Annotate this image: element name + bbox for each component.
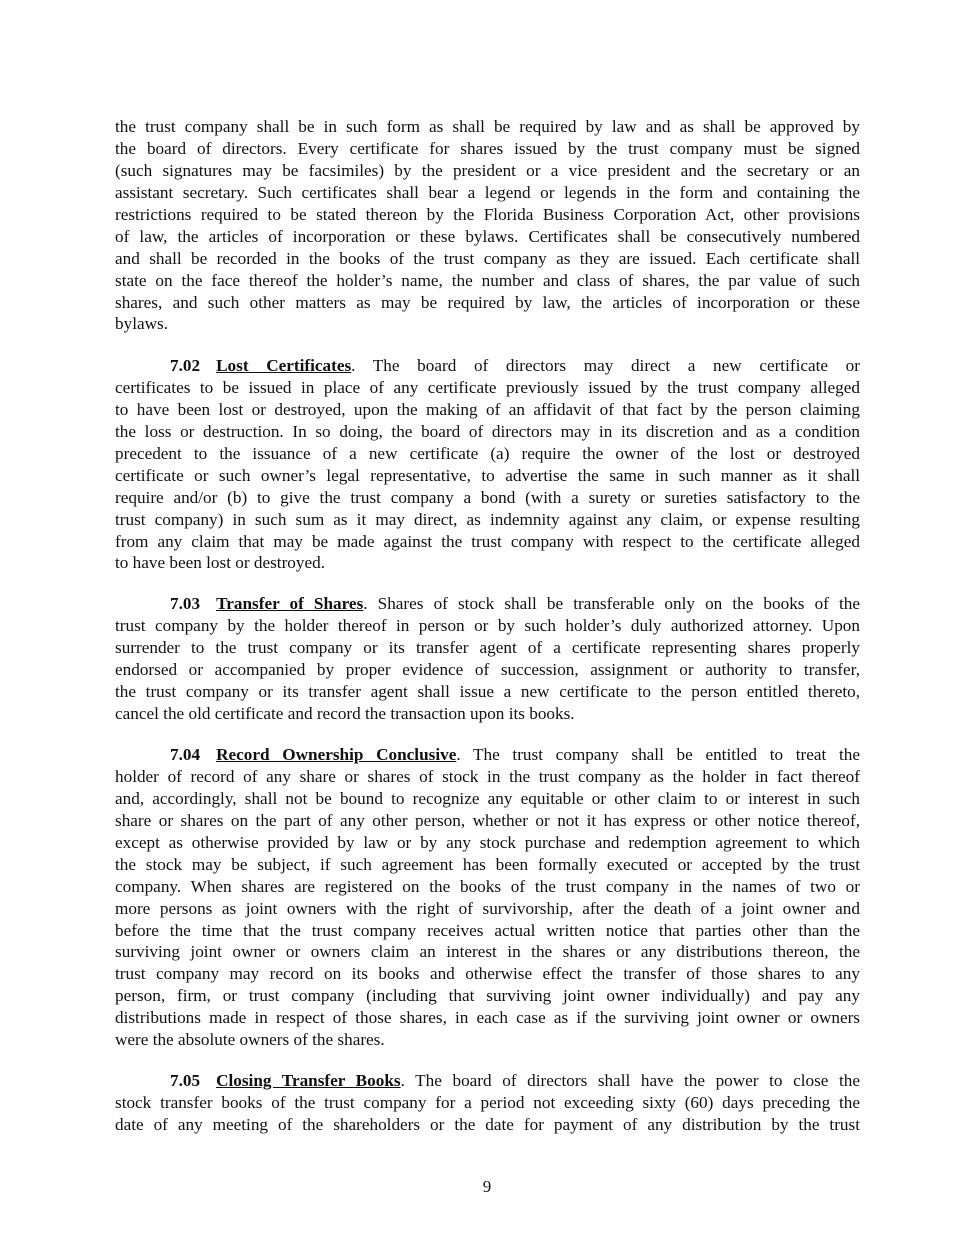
- text-line: trust company) in such sum as it may direct, as indemnity against any claim, or expense resulting: [115, 509, 860, 529]
- text-line: date of any meeting of the shareholders or the date for payment of any distribution by the trust: [115, 1114, 860, 1134]
- text-line: certificate or such owner’s legal representative, to advertise the same in such manner as it shall: [115, 465, 860, 485]
- section-heading: Lost Certificates: [216, 356, 352, 375]
- section-number: 7.05: [170, 1071, 201, 1090]
- section-7-03: [115, 593, 860, 725]
- text-line: distributions made in respect of those shares, in each case as if the surviving joint owner or owners: [115, 1008, 860, 1028]
- text-line: assistant secretary. Such certificates shall bear a legend or legends in the form and containing the: [115, 182, 860, 202]
- text-line: the stock may be subject, if such agreement has been formally executed or accepted by the trust: [115, 854, 860, 874]
- text-line: 7.03 Transfer of Shares. Shares of stock shall be transferable only on the books of the: [170, 594, 860, 613]
- text-line: more persons as joint owners with the right of survivorship, after the death of a joint owner and: [115, 898, 860, 918]
- text-line: the loss or destruction. In so doing, the board of directors may in its discretion and as a condition: [115, 421, 860, 441]
- text-line: 7.02 Lost Certificates. The board of directors may direct a new certificate or: [170, 356, 860, 375]
- section-number: 7.03: [170, 594, 201, 613]
- text-line: before the time that the trust company receives actual written notice that parties other than the: [115, 920, 860, 940]
- text-line: cancel the old certificate and record the transaction upon its books.: [115, 703, 575, 723]
- section-number: 7.04: [170, 745, 201, 764]
- text-line: and shall be recorded in the books of the trust company as they are issued. Each certificate shall: [115, 248, 860, 268]
- text-line: 7.05 Closing Transfer Books. The board of directors shall have the power to close the: [170, 1071, 860, 1090]
- text-line: to have been lost or destroyed.: [115, 553, 326, 573]
- text-line: endorsed or accompanied by proper evidence of succession, assignment or authority to transfer,: [115, 659, 860, 679]
- text-line: except as otherwise provided by law or by any stock purchase and redemption agreement to which: [115, 832, 860, 852]
- text-line: precedent to the issuance of a new certificate (a) require the owner of the lost or destroyed: [115, 443, 860, 463]
- page-number: 9: [482, 1177, 492, 1196]
- section-7-05: [115, 1070, 860, 1136]
- text-line: (such signatures may be facsimiles) by the president or a vice president and the secretary or an: [115, 160, 860, 180]
- text-line: surrender to the trust company or its transfer agent of a certificate representing shares properly: [115, 637, 860, 657]
- text-line: the trust company or its transfer agent shall issue a new certificate to the person entitled thereto,: [115, 681, 860, 701]
- text-line: holder of record of any share or shares of stock in the trust company as the holder in fact thereof: [115, 766, 860, 786]
- text-line: certificates to be issued in place of any certificate previously issued by the trust company alleged: [115, 377, 860, 397]
- text-line: company. When shares are registered on the books of the trust company in the names of two or: [115, 876, 860, 896]
- text-line: restrictions required to be stated thereon by the Florida Business Corporation Act, other provisions: [115, 204, 860, 224]
- text-line: the trust company shall be in such form as shall be required by law and as shall be approved by: [115, 117, 860, 136]
- section-7-04: [115, 744, 860, 1051]
- text-line: person, firm, or trust company (including that surviving joint owner individually) and pay any: [115, 986, 860, 1006]
- text-line: surviving joint owner or owners claim an interest in the shares or any distributions thereon, the: [115, 942, 860, 962]
- text-line: were the absolute owners of the shares.: [115, 1030, 385, 1050]
- section-heading: Transfer of Shares: [216, 594, 364, 613]
- section-7-02: [115, 355, 860, 574]
- text-line: and, accordingly, shall not be bound to recognize any equitable or other claim to or interest in such: [115, 788, 860, 808]
- section-heading: Record Ownership Conclusive: [216, 745, 457, 764]
- text-line: from any claim that may be made against the trust company with respect to the certificate alleged: [115, 531, 860, 551]
- text-line: trust company may record on its books and otherwise effect the transfer of those shares to any: [115, 964, 860, 984]
- text-line: require and/or (b) to give the trust company a bond (with a surety or sureties satisfactory to the: [115, 487, 860, 507]
- text-line: stock transfer books of the trust company for a period not exceeding sixty (60) days preceding the: [115, 1092, 860, 1112]
- text-line: the board of directors. Every certificate for shares issued by the trust company must be signed: [115, 138, 860, 158]
- text-line: trust company by the holder thereof in person or by such holder’s duly authorized attorney. Upon: [115, 615, 860, 635]
- section-heading: Closing Transfer Books: [216, 1071, 401, 1090]
- text-line: bylaws.: [115, 314, 168, 334]
- section-number: 7.02: [170, 356, 201, 375]
- text-line: to have been lost or destroyed, upon the making of an affidavit of that fact by the person claiming: [115, 399, 860, 419]
- text-line: shares, and such other matters as may be required by law, the articles of incorporation or these: [115, 292, 860, 312]
- paragraph-continued: [115, 116, 860, 335]
- text-line: 7.04 Record Ownership Conclusive. The trust company shall be entitled to treat the: [170, 745, 860, 764]
- text-line: of law, the articles of incorporation or these bylaws. Certificates shall be consecutively numbered: [115, 226, 860, 246]
- text-line: share or shares on the part of any other person, whether or not it has express or other notice thereof,: [115, 810, 860, 830]
- text-line: state on the face thereof the holder’s name, the number and class of shares, the par value of such: [115, 270, 860, 290]
